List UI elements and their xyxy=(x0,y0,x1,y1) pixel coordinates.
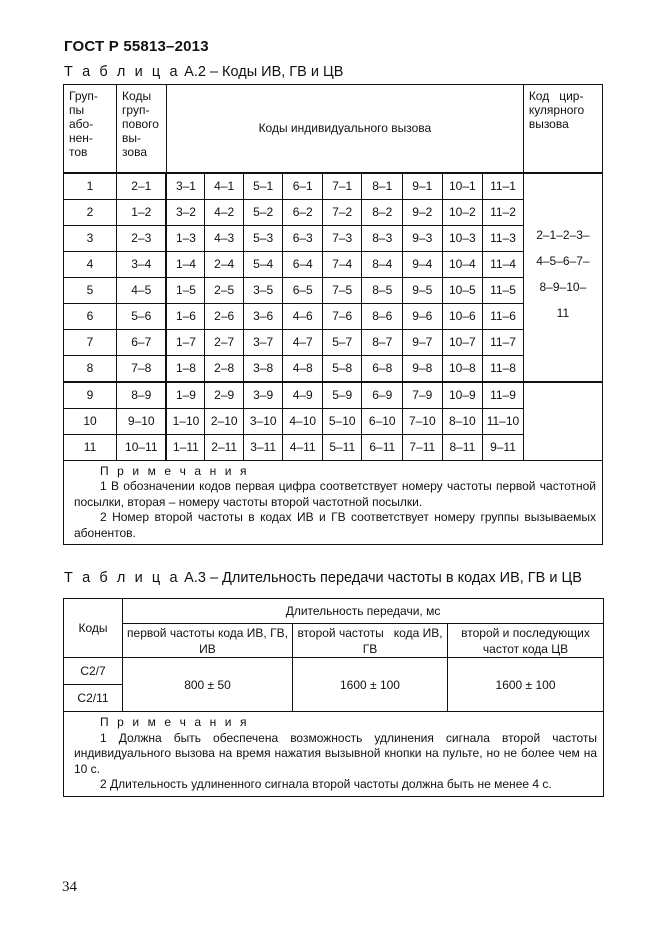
individual-code-cell: 3–8 xyxy=(243,355,283,382)
individual-code-cell: 7–11 xyxy=(403,434,443,460)
group-number-cell: 1 xyxy=(64,173,117,200)
header-duration: Длительность передачи, мс xyxy=(123,599,604,624)
individual-code-cell: 8–3 xyxy=(362,225,403,251)
header-line: пы xyxy=(69,103,85,117)
note-item: 2 Длительность удлиненного сигнала второй частоты должна быть не менее 4 с. xyxy=(100,777,552,791)
individual-code-cell: 5–9 xyxy=(322,382,362,409)
individual-code-cell: 6–5 xyxy=(283,277,323,303)
individual-code-cell: 6–11 xyxy=(362,434,403,460)
individual-code-cell: 8–5 xyxy=(362,277,403,303)
individual-code-cell: 10–5 xyxy=(442,277,483,303)
individual-code-cell: 2–6 xyxy=(205,303,243,329)
individual-code-cell: 5–1 xyxy=(243,173,283,200)
value-next-frequencies: 1600 ± 100 xyxy=(448,658,604,712)
group-code-cell: 10–11 xyxy=(117,434,167,460)
individual-code-cell: 5–11 xyxy=(322,434,362,460)
individual-code-cell: 3–6 xyxy=(243,303,283,329)
individual-code-cell: 9–8 xyxy=(403,355,443,382)
individual-code-cell: 4–11 xyxy=(283,434,323,460)
individual-code-cell: 7–3 xyxy=(322,225,362,251)
individual-code-cell: 9–4 xyxy=(403,251,443,277)
individual-code-cell: 4–9 xyxy=(283,382,323,409)
individual-code-cell: 3–9 xyxy=(243,382,283,409)
individual-code-cell: 1–6 xyxy=(166,303,204,329)
table-a2-header-row xyxy=(64,85,603,173)
value-first-frequency: 800 ± 50 xyxy=(123,658,293,712)
header-next-frequencies: второй и последующих частот кода ЦВ xyxy=(448,624,604,658)
header-individual-codes: Коды индивидуального вызова xyxy=(166,85,523,173)
group-code-cell: 9–10 xyxy=(117,408,167,434)
individual-code-cell: 3–11 xyxy=(243,434,283,460)
table-a2-notes xyxy=(64,460,603,545)
individual-code-cell: 1–3 xyxy=(166,225,204,251)
table-a2 xyxy=(63,84,603,545)
individual-code-cell: 4–6 xyxy=(283,303,323,329)
individual-code-cell: 1–4 xyxy=(166,251,204,277)
individual-code-cell: 11–8 xyxy=(483,355,524,382)
individual-code-cell: 6–2 xyxy=(283,199,323,225)
table-a2-notes-row xyxy=(64,460,603,545)
group-code-cell: 3–4 xyxy=(117,251,167,277)
individual-code-cell: 10–8 xyxy=(442,355,483,382)
group-number-cell: 10 xyxy=(64,408,117,434)
individual-code-cell: 4–3 xyxy=(205,225,243,251)
value-second-frequency: 1600 ± 100 xyxy=(293,658,448,712)
individual-code-cell: 5–4 xyxy=(243,251,283,277)
header-line: Груп- xyxy=(69,89,98,103)
individual-code-cell: 6–3 xyxy=(283,225,323,251)
individual-code-cell: 11–3 xyxy=(483,225,524,251)
individual-code-cell: 1–11 xyxy=(166,434,204,460)
individual-code-cell: 11–6 xyxy=(483,303,524,329)
caption-lead: Т а б л и ц а xyxy=(64,570,181,586)
individual-code-cell: 10–3 xyxy=(442,225,483,251)
document-header: ГОСТ Р 55813–2013 xyxy=(64,38,209,55)
table-a3-caption xyxy=(64,570,582,586)
group-number-cell: 2 xyxy=(64,199,117,225)
individual-code-cell: 6–1 xyxy=(283,173,323,200)
individual-code-cell: 7–10 xyxy=(403,408,443,434)
group-number-cell: 5 xyxy=(64,277,117,303)
individual-code-cell: 10–4 xyxy=(442,251,483,277)
individual-code-cell: 2–8 xyxy=(205,355,243,382)
header-group-codes xyxy=(117,85,167,173)
table-a3-notes-row xyxy=(64,712,604,797)
page-number: 34 xyxy=(62,879,77,895)
group-number-cell: 3 xyxy=(64,225,117,251)
header-line: зова xyxy=(122,145,148,159)
header-second-frequency: второй частоты кода ИВ, ГВ xyxy=(293,624,448,658)
individual-code-cell: 11–10 xyxy=(483,408,524,434)
circular-code-empty-cell xyxy=(523,382,602,461)
individual-code-cell: 6–8 xyxy=(362,355,403,382)
group-number-cell: 4 xyxy=(64,251,117,277)
individual-code-cell: 2–4 xyxy=(205,251,243,277)
individual-code-cell: 8–4 xyxy=(362,251,403,277)
individual-code-cell: 7–1 xyxy=(322,173,362,200)
header-line: або- xyxy=(69,117,94,131)
individual-code-cell: 11–1 xyxy=(483,173,524,200)
individual-code-cell: 1–9 xyxy=(166,382,204,409)
individual-code-cell: 2–10 xyxy=(205,408,243,434)
group-number-cell: 7 xyxy=(64,329,117,355)
individual-code-cell: 11–7 xyxy=(483,329,524,355)
code-cell: С2/11 xyxy=(64,685,123,712)
group-code-cell: 8–9 xyxy=(117,382,167,409)
header-line: груп- xyxy=(122,103,150,117)
individual-code-cell: 11–9 xyxy=(483,382,524,409)
individual-code-cell: 1–5 xyxy=(166,277,204,303)
individual-code-cell: 4–2 xyxy=(205,199,243,225)
header-line: кулярного xyxy=(528,103,585,117)
individual-code-cell: 8–1 xyxy=(362,173,403,200)
group-code-cell: 2–1 xyxy=(117,173,167,200)
individual-code-cell: 8–11 xyxy=(442,434,483,460)
header-line: вы- xyxy=(122,131,142,145)
group-code-cell: 6–7 xyxy=(117,329,167,355)
individual-code-cell: 1–7 xyxy=(166,329,204,355)
individual-code-cell: 8–7 xyxy=(362,329,403,355)
individual-code-cell: 11–2 xyxy=(483,199,524,225)
group-number-cell: 11 xyxy=(64,434,117,460)
notes-title: П р и м е ч а н и я xyxy=(100,463,250,478)
table-a3-header-row xyxy=(64,599,604,624)
individual-code-cell: 8–10 xyxy=(442,408,483,434)
individual-code-cell: 3–7 xyxy=(243,329,283,355)
circular-code-line: 8–9–10– xyxy=(539,279,587,294)
group-code-cell: 7–8 xyxy=(117,355,167,382)
notes-title: П р и м е ч а н и я xyxy=(100,715,250,729)
individual-code-cell: 9–1 xyxy=(403,173,443,200)
individual-code-cell: 7–5 xyxy=(322,277,362,303)
table-row xyxy=(64,408,603,434)
table-row xyxy=(64,199,603,225)
individual-code-cell: 5–10 xyxy=(322,408,362,434)
individual-code-cell: 3–10 xyxy=(243,408,283,434)
individual-code-cell: 6–10 xyxy=(362,408,403,434)
individual-code-cell: 10–7 xyxy=(442,329,483,355)
group-code-cell: 5–6 xyxy=(117,303,167,329)
individual-code-cell: 4–8 xyxy=(283,355,323,382)
code-cell: С2/7 xyxy=(64,658,123,685)
individual-code-cell: 5–2 xyxy=(243,199,283,225)
individual-code-cell: 2–11 xyxy=(205,434,243,460)
individual-code-cell: 2–7 xyxy=(205,329,243,355)
individual-code-cell: 9–6 xyxy=(403,303,443,329)
table-row xyxy=(64,434,603,460)
caption-lead: Т а б л и ц а xyxy=(64,64,181,80)
individual-code-cell: 5–7 xyxy=(322,329,362,355)
header-line: вызова xyxy=(528,117,569,131)
table-row xyxy=(64,225,603,251)
header-first-frequency: первой частоты кода ИВ, ГВ, ИВ xyxy=(123,624,293,658)
individual-code-cell: 7–4 xyxy=(322,251,362,277)
circular-code-line: 11 xyxy=(556,305,570,320)
individual-code-cell: 10–1 xyxy=(442,173,483,200)
caption-text: А.2 – Коды ИВ, ГВ и ЦВ xyxy=(180,64,344,80)
group-number-cell: 8 xyxy=(64,355,117,382)
circular-code-line: 2–1–2–3– xyxy=(536,227,590,242)
table-a3-notes xyxy=(64,712,604,797)
note-item: 1 В обозначении кодов первая цифра соответствует номеру частоты первой частотной посылки, вторая – номеру частоты второй частотной посылки. xyxy=(74,479,596,509)
individual-code-cell: 2–9 xyxy=(205,382,243,409)
header-line: пового xyxy=(122,117,159,131)
individual-code-cell: 10–2 xyxy=(442,199,483,225)
table-a2-caption xyxy=(64,64,343,80)
group-number-cell: 6 xyxy=(64,303,117,329)
individual-code-cell: 5–3 xyxy=(243,225,283,251)
individual-code-cell: 7–2 xyxy=(322,199,362,225)
individual-code-cell: 11–4 xyxy=(483,251,524,277)
header-line: тов xyxy=(69,145,88,159)
table-row xyxy=(64,382,603,409)
header-codes: Коды xyxy=(64,599,123,658)
individual-code-cell: 3–5 xyxy=(243,277,283,303)
individual-code-cell: 4–10 xyxy=(283,408,323,434)
group-number-cell: 9 xyxy=(64,382,117,409)
note-item: 2 Номер второй частоты в кодах ИВ и ГВ соответствует номеру группы вызываемых абонентов. xyxy=(74,510,596,540)
individual-code-cell: 8–2 xyxy=(362,199,403,225)
table-row xyxy=(64,277,603,303)
header-line: нен- xyxy=(69,131,93,145)
table-row xyxy=(64,303,603,329)
individual-code-cell: 3–2 xyxy=(166,199,204,225)
individual-code-cell: 7–9 xyxy=(403,382,443,409)
individual-code-cell: 1–8 xyxy=(166,355,204,382)
group-code-cell: 1–2 xyxy=(117,199,167,225)
individual-code-cell: 2–5 xyxy=(205,277,243,303)
individual-code-cell: 9–7 xyxy=(403,329,443,355)
header-line: Коды xyxy=(122,89,152,103)
header-circular-code xyxy=(523,85,602,173)
individual-code-cell: 4–1 xyxy=(205,173,243,200)
individual-code-cell: 5–8 xyxy=(322,355,362,382)
individual-code-cell: 3–1 xyxy=(166,173,204,200)
table-a3 xyxy=(63,598,604,797)
individual-code-cell: 6–4 xyxy=(283,251,323,277)
individual-code-cell: 7–6 xyxy=(322,303,362,329)
note-item: 1 Должна быть обеспечена возможность удлинения сигнала второй частоты индивидуального вызова на время нажатия вызывной кнопки на пульте, но не более чем на 10 с. xyxy=(74,730,598,776)
table-row xyxy=(64,658,604,685)
individual-code-cell: 10–9 xyxy=(442,382,483,409)
caption-text: А.3 – Длительность передачи частоты в кодах ИВ, ГВ и ЦВ xyxy=(180,570,582,586)
individual-code-cell: 9–2 xyxy=(403,199,443,225)
individual-code-cell: 1–10 xyxy=(166,408,204,434)
table-row xyxy=(64,251,603,277)
individual-code-cell: 10–6 xyxy=(442,303,483,329)
header-groups xyxy=(64,85,117,173)
group-code-cell: 2–3 xyxy=(117,225,167,251)
table-row xyxy=(64,329,603,355)
table-row xyxy=(64,173,603,200)
header-line: Код цир- xyxy=(528,89,584,103)
individual-code-cell: 8–6 xyxy=(362,303,403,329)
circular-code-cell xyxy=(523,173,602,382)
group-code-cell: 4–5 xyxy=(117,277,167,303)
individual-code-cell: 11–5 xyxy=(483,277,524,303)
individual-code-cell: 6–9 xyxy=(362,382,403,409)
individual-code-cell: 9–11 xyxy=(483,434,524,460)
table-a3-subheader-row xyxy=(64,624,604,658)
individual-code-cell: 4–7 xyxy=(283,329,323,355)
circular-code-line: 4–5–6–7– xyxy=(536,253,590,268)
table-row xyxy=(64,355,603,382)
individual-code-cell: 9–3 xyxy=(403,225,443,251)
individual-code-cell: 9–5 xyxy=(403,277,443,303)
